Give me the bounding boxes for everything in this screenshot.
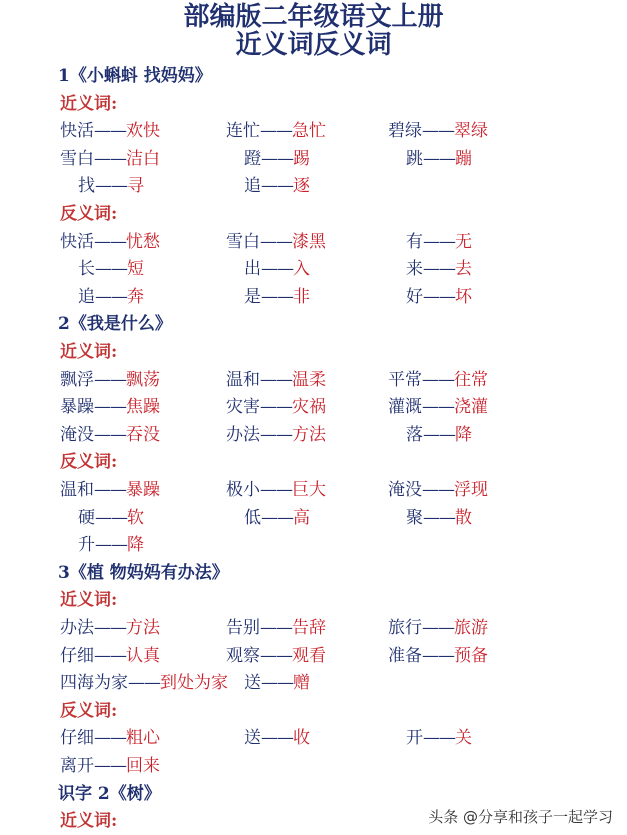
paired-word: 高 bbox=[293, 507, 310, 528]
dash: —— bbox=[94, 369, 126, 390]
word: 雪白 bbox=[226, 231, 260, 252]
word-row bbox=[0, 421, 627, 449]
word: 平常 bbox=[388, 369, 422, 390]
word: 极小 bbox=[226, 480, 260, 500]
word-row bbox=[0, 642, 627, 670]
word-pair bbox=[78, 172, 144, 200]
word: 送 bbox=[244, 728, 261, 749]
paired-word: 去 bbox=[455, 259, 472, 280]
dash: —— bbox=[261, 286, 293, 307]
paired-word: 寻 bbox=[127, 176, 144, 197]
word: 离开 bbox=[60, 756, 94, 776]
word-pair bbox=[78, 531, 144, 559]
word-row bbox=[0, 504, 627, 532]
watermark: 头条 @分享和孩子一起学习 bbox=[428, 808, 613, 826]
dash: —— bbox=[94, 397, 126, 418]
word-pair bbox=[244, 504, 310, 532]
dash: —— bbox=[423, 424, 455, 445]
paired-word: 非 bbox=[293, 286, 310, 307]
word: 四海为家 bbox=[60, 673, 128, 694]
paired-word: 散 bbox=[455, 507, 472, 528]
word-pair bbox=[226, 421, 326, 449]
word: 办法 bbox=[226, 424, 260, 445]
paired-word: 降 bbox=[455, 424, 472, 445]
paired-word: 洁白 bbox=[126, 148, 160, 169]
paired-word: 急忙 bbox=[292, 121, 326, 142]
word-pair bbox=[388, 393, 488, 421]
dash: —— bbox=[260, 424, 292, 445]
word: 飘浮 bbox=[60, 369, 94, 390]
dash: —— bbox=[422, 121, 454, 142]
word-pair bbox=[388, 614, 488, 642]
word-pair bbox=[226, 366, 326, 394]
paired-word: 降 bbox=[127, 535, 144, 556]
dash: —— bbox=[422, 369, 454, 390]
dash: —— bbox=[422, 645, 454, 666]
lesson-heading: 3《植 物妈妈有办法》 bbox=[58, 562, 229, 583]
dash: —— bbox=[260, 369, 292, 390]
word-pair bbox=[60, 421, 160, 449]
dash: —— bbox=[260, 618, 292, 638]
word-pair bbox=[60, 228, 160, 256]
word: 淹没 bbox=[60, 424, 94, 445]
dash: —— bbox=[423, 231, 455, 252]
dash: —— bbox=[261, 148, 293, 169]
paired-word: 漆黑 bbox=[292, 231, 326, 252]
dash: —— bbox=[260, 645, 292, 666]
dash: —— bbox=[261, 728, 293, 749]
word-pair bbox=[226, 393, 326, 421]
dash: —— bbox=[94, 148, 126, 169]
word-pair bbox=[406, 228, 472, 256]
lesson-heading: 1《小蝌蚪 找妈妈》 bbox=[58, 66, 212, 86]
word: 仔细 bbox=[60, 645, 94, 666]
word-pair bbox=[388, 476, 488, 504]
dash: —— bbox=[128, 673, 160, 694]
word: 连忙 bbox=[226, 121, 260, 142]
word: 快活 bbox=[60, 121, 94, 142]
word-pair bbox=[60, 669, 228, 697]
word: 送 bbox=[244, 673, 261, 694]
word-pair bbox=[226, 642, 326, 670]
dash: —— bbox=[95, 176, 127, 197]
word-row bbox=[0, 752, 627, 780]
dash: —— bbox=[94, 121, 126, 142]
paired-word: 吞没 bbox=[126, 424, 160, 445]
paired-word: 到处为家 bbox=[160, 673, 228, 694]
word-pair bbox=[60, 366, 160, 394]
word-pair bbox=[60, 145, 160, 173]
word-pair bbox=[226, 476, 326, 504]
word-pair bbox=[388, 642, 488, 670]
paired-word: 奔 bbox=[127, 286, 144, 307]
paired-word: 温柔 bbox=[292, 369, 326, 390]
word: 淹没 bbox=[388, 480, 422, 500]
dash: —— bbox=[94, 480, 126, 500]
word-pair bbox=[60, 117, 160, 145]
paired-word: 告辞 bbox=[292, 618, 326, 638]
word-pair bbox=[244, 669, 310, 697]
word: 告别 bbox=[226, 618, 260, 638]
group-label: 近义词: bbox=[60, 811, 118, 832]
group-label: 反义词: bbox=[60, 700, 118, 721]
word: 硬 bbox=[78, 507, 95, 528]
paired-word: 翠绿 bbox=[454, 121, 488, 142]
dash: —— bbox=[260, 121, 292, 142]
paired-word: 赠 bbox=[293, 673, 310, 694]
paired-word: 预备 bbox=[454, 645, 488, 666]
word: 是 bbox=[244, 286, 261, 307]
word-pair bbox=[60, 476, 160, 504]
paired-word: 欢快 bbox=[126, 121, 160, 142]
paired-word: 踢 bbox=[293, 148, 310, 169]
paired-word: 灾祸 bbox=[292, 397, 326, 418]
group-label: 近义词: bbox=[60, 93, 118, 114]
word-pair bbox=[78, 255, 144, 283]
dash: —— bbox=[261, 507, 293, 528]
group-label: 反义词: bbox=[60, 204, 118, 224]
word: 长 bbox=[78, 259, 95, 280]
paired-word: 浇灌 bbox=[454, 397, 488, 418]
dash: —— bbox=[422, 397, 454, 418]
word-pair bbox=[406, 724, 472, 752]
word-row bbox=[0, 393, 627, 421]
word-pair bbox=[406, 283, 472, 311]
lesson-heading: 2《我是什么》 bbox=[58, 314, 172, 335]
paired-word: 收 bbox=[293, 728, 310, 749]
word-row bbox=[0, 669, 627, 697]
dash: —— bbox=[423, 259, 455, 280]
word: 旅行 bbox=[388, 618, 422, 638]
dash: —— bbox=[422, 618, 454, 638]
word-row bbox=[0, 145, 627, 173]
word-pair bbox=[406, 255, 472, 283]
dash: —— bbox=[94, 728, 126, 749]
word: 温和 bbox=[226, 369, 260, 390]
dash: —— bbox=[423, 148, 455, 169]
word: 低 bbox=[244, 507, 261, 528]
word: 追 bbox=[78, 286, 95, 307]
paired-word: 逐 bbox=[293, 176, 310, 197]
paired-word: 浮现 bbox=[454, 480, 488, 500]
word: 开 bbox=[406, 728, 423, 749]
paired-word: 往常 bbox=[454, 369, 488, 390]
word-pair bbox=[388, 366, 488, 394]
paired-word: 关 bbox=[455, 728, 472, 749]
word: 碧绿 bbox=[388, 121, 422, 142]
dash: —— bbox=[261, 673, 293, 694]
dash: —— bbox=[423, 728, 455, 749]
word-pair bbox=[60, 642, 160, 670]
word-pair bbox=[60, 724, 160, 752]
paired-word: 短 bbox=[127, 259, 144, 280]
dash: —— bbox=[94, 231, 126, 252]
group-label: 近义词: bbox=[60, 590, 118, 611]
dash: —— bbox=[95, 259, 127, 280]
paired-word: 方法 bbox=[126, 618, 160, 638]
dash: —— bbox=[423, 286, 455, 307]
word: 来 bbox=[406, 259, 423, 280]
dash: —— bbox=[94, 645, 126, 666]
word: 准备 bbox=[388, 645, 422, 666]
paired-word: 方法 bbox=[292, 424, 326, 445]
dash: —— bbox=[261, 259, 293, 280]
dash: —— bbox=[260, 397, 292, 418]
paired-word: 粗心 bbox=[126, 728, 160, 749]
word: 暴躁 bbox=[60, 397, 94, 418]
word-pair bbox=[244, 255, 310, 283]
paired-word: 焦躁 bbox=[126, 397, 160, 418]
word-pair bbox=[388, 117, 488, 145]
paired-word: 蹦 bbox=[455, 148, 472, 169]
word: 找 bbox=[78, 176, 95, 197]
word-pair bbox=[78, 283, 144, 311]
word-row bbox=[0, 614, 627, 642]
dash: —— bbox=[95, 507, 127, 528]
dash: —— bbox=[94, 424, 126, 445]
paired-word: 入 bbox=[293, 259, 310, 280]
group-label: 近义词: bbox=[60, 342, 118, 362]
word-row bbox=[0, 172, 627, 200]
word: 温和 bbox=[60, 480, 94, 500]
word: 灌溉 bbox=[388, 397, 422, 418]
dash: —— bbox=[95, 535, 127, 556]
word-pair bbox=[406, 421, 472, 449]
word-row bbox=[0, 531, 627, 559]
word-row bbox=[0, 228, 627, 256]
word: 雪白 bbox=[60, 148, 94, 169]
lesson-heading: 识字 2《树》 bbox=[58, 783, 161, 804]
paired-word: 软 bbox=[127, 507, 144, 528]
paired-word: 回来 bbox=[126, 756, 160, 776]
word: 升 bbox=[78, 535, 95, 556]
dash: —— bbox=[260, 480, 292, 500]
paired-word: 无 bbox=[455, 231, 472, 252]
word-pair bbox=[406, 504, 472, 532]
word-pair bbox=[244, 145, 310, 173]
word-pair bbox=[226, 228, 326, 256]
dash: —— bbox=[94, 756, 126, 776]
word-pair bbox=[244, 283, 310, 311]
word: 出 bbox=[244, 259, 261, 280]
dash: —— bbox=[260, 231, 292, 252]
paired-word: 忧愁 bbox=[126, 231, 160, 252]
word: 蹬 bbox=[244, 148, 261, 169]
word: 有 bbox=[406, 231, 423, 252]
word: 快活 bbox=[60, 231, 94, 252]
word-pair bbox=[244, 724, 310, 752]
word: 落 bbox=[406, 424, 423, 445]
word: 仔细 bbox=[60, 728, 94, 749]
word-pair bbox=[78, 504, 144, 532]
word-pair bbox=[226, 614, 326, 642]
word: 好 bbox=[406, 286, 423, 307]
word-row bbox=[0, 476, 627, 504]
dash: —— bbox=[94, 618, 126, 638]
word: 追 bbox=[244, 176, 261, 197]
word: 观察 bbox=[226, 645, 260, 666]
word-pair bbox=[226, 117, 326, 145]
word-pair bbox=[60, 393, 160, 421]
word: 跳 bbox=[406, 148, 423, 169]
word: 聚 bbox=[406, 507, 423, 528]
word-pair bbox=[60, 752, 160, 780]
paired-word: 巨大 bbox=[292, 480, 326, 500]
paired-word: 暴躁 bbox=[126, 480, 160, 500]
word-row bbox=[0, 724, 627, 752]
word-row bbox=[0, 117, 627, 145]
paired-word: 观看 bbox=[292, 645, 326, 666]
dash: —— bbox=[95, 286, 127, 307]
word-row bbox=[0, 283, 627, 311]
document-subtitle: 近义词反义词 bbox=[235, 30, 392, 60]
paired-word: 坏 bbox=[455, 286, 472, 307]
dash: —— bbox=[422, 480, 454, 500]
dash: —— bbox=[423, 507, 455, 528]
paired-word: 旅游 bbox=[454, 618, 488, 638]
word-row bbox=[0, 255, 627, 283]
group-label: 反义词: bbox=[60, 452, 118, 473]
paired-word: 飘荡 bbox=[126, 369, 160, 390]
word-pair bbox=[406, 145, 472, 173]
dash: —— bbox=[261, 176, 293, 197]
word-row bbox=[0, 366, 627, 394]
word-pair bbox=[60, 614, 160, 642]
paired-word: 认真 bbox=[126, 645, 160, 666]
word: 灾害 bbox=[226, 397, 260, 418]
word-pair bbox=[244, 172, 310, 200]
document-title: 部编版二年级语文上册 bbox=[183, 2, 444, 32]
word: 办法 bbox=[60, 618, 94, 638]
